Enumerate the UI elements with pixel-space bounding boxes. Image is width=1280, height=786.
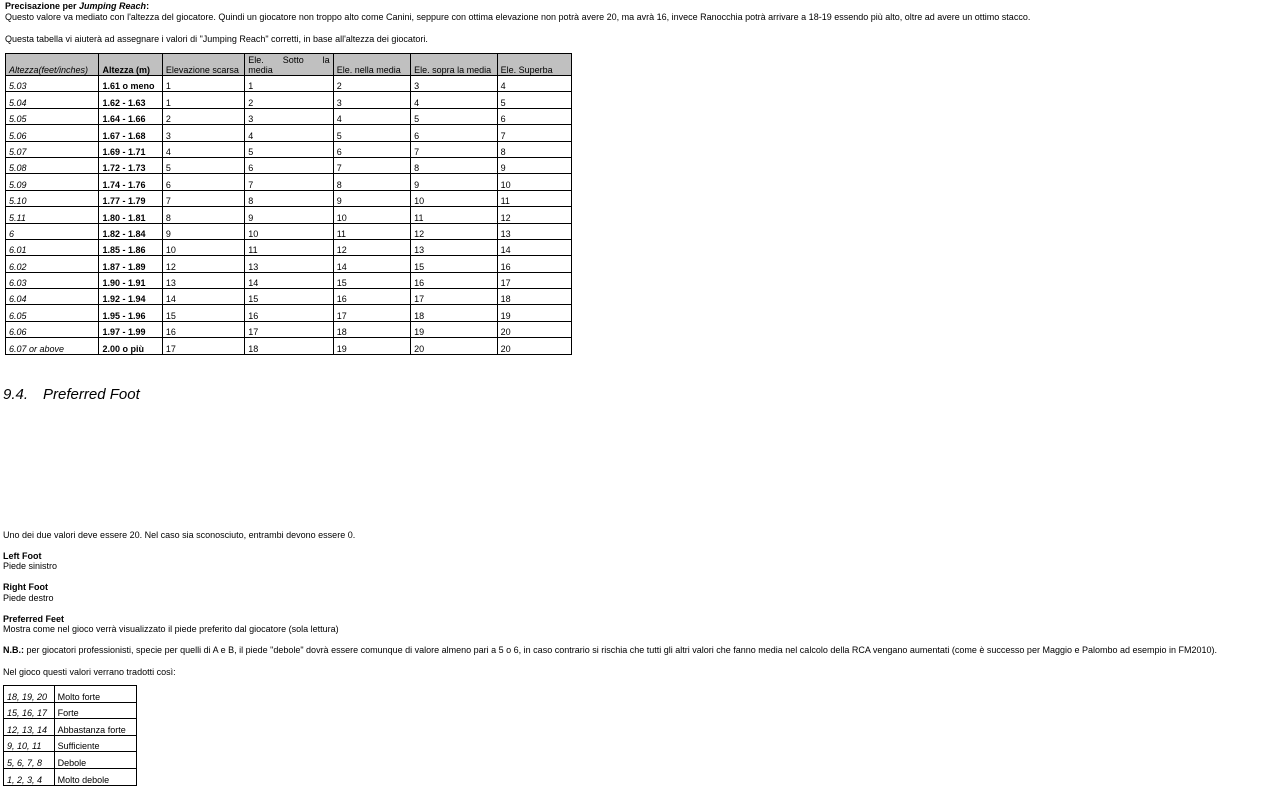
cell-nella: 3 <box>333 92 410 108</box>
cell-sotto: 17 <box>245 321 333 337</box>
cell-meters: 1.62 - 1.63 <box>99 92 162 108</box>
table-row <box>6 321 572 337</box>
cell-sotto: 9 <box>245 207 333 223</box>
cell-sotto: 13 <box>245 256 333 272</box>
table-row <box>6 207 572 223</box>
cell-sotto: 1 <box>245 76 333 92</box>
cell-meters: 1.97 - 1.99 <box>99 321 162 337</box>
cell-feet: 5.11 <box>6 207 99 223</box>
cell-scarsa: 1 <box>162 92 244 108</box>
cell-scarsa: 14 <box>162 289 244 305</box>
cell-sotto: 5 <box>245 141 333 157</box>
cell-sopra: 15 <box>411 256 497 272</box>
cell-sopra: 3 <box>411 76 497 92</box>
cell-sopra: 5 <box>411 108 497 124</box>
cell-feet: 6.06 <box>6 321 99 337</box>
cell-nella: 2 <box>333 76 410 92</box>
cell-nella: 10 <box>333 207 410 223</box>
table-row <box>6 272 572 288</box>
cell-feet: 6.05 <box>6 305 99 321</box>
cell-superba: 12 <box>497 207 571 223</box>
right-foot-desc: Piede destro <box>3 593 54 603</box>
header-superba: Ele. Superba <box>497 54 571 76</box>
jumping-reach-paragraph: Questo valore va mediato con l'altezza del giocatore. Quindi un giocatore non troppo alto come Canini, seppure con ottima elevazione non potrà avere 20, ma avrà 16, invece Ranocchia potrà arrivare a 18-19 essendo più alto, oltre ad avere un ottimo stacco. <box>5 12 1031 22</box>
cell-feet: 6.07 or above <box>6 338 99 354</box>
jumping-reach-title-suffix: : <box>146 1 150 11</box>
cell-meters: 1.77 - 1.79 <box>99 190 162 206</box>
table-row <box>6 125 572 141</box>
cell-sopra: 8 <box>411 157 497 173</box>
table-row <box>6 223 572 239</box>
cell-scarsa: 15 <box>162 305 244 321</box>
cell-scarsa: 4 <box>162 141 244 157</box>
height-table <box>5 53 572 355</box>
cell-nella: 11 <box>333 223 410 239</box>
header-sotto-word4: media <box>248 65 273 75</box>
cell-nella: 15 <box>333 272 410 288</box>
header-nella: Ele. nella media <box>333 54 410 76</box>
jumping-reach-title-em: Jumping Reach <box>79 1 147 11</box>
header-meters: Altezza (m) <box>99 54 162 76</box>
preferred-feet-title: Preferred Feet <box>3 614 65 624</box>
cell-meters: 1.67 - 1.68 <box>99 125 162 141</box>
cell-superba: 16 <box>497 256 571 272</box>
cell-superba: 13 <box>497 223 571 239</box>
cell-meters: 1.87 - 1.89 <box>99 256 162 272</box>
cell-sopra: 16 <box>411 272 497 288</box>
cell-feet: 5.08 <box>6 157 99 173</box>
cell-meters: 1.61 o meno <box>99 76 162 92</box>
table-row <box>4 686 137 703</box>
cell-sopra: 10 <box>411 190 497 206</box>
cell-superba: 18 <box>497 289 571 305</box>
cell-sopra: 9 <box>411 174 497 190</box>
cell-sotto: 14 <box>245 272 333 288</box>
cell-feet: 5.07 <box>6 141 99 157</box>
cell-meters: 1.80 - 1.81 <box>99 207 162 223</box>
cell-sotto: 16 <box>245 305 333 321</box>
nb-paragraph <box>3 645 1278 656</box>
cell-sopra: 12 <box>411 223 497 239</box>
table-row <box>4 752 137 769</box>
cell-values: 12, 13, 14 <box>4 719 55 736</box>
cell-sopra: 4 <box>411 92 497 108</box>
cell-superba: 9 <box>497 157 571 173</box>
cell-meters: 1.74 - 1.76 <box>99 174 162 190</box>
cell-meters: 2.00 o più <box>99 338 162 354</box>
cell-scarsa: 13 <box>162 272 244 288</box>
cell-meters: 1.72 - 1.73 <box>99 157 162 173</box>
cell-meters: 1.92 - 1.94 <box>99 289 162 305</box>
cell-values: 5, 6, 7, 8 <box>4 752 55 769</box>
preferred-feet-desc: Mostra come nel gioco verrà visualizzato il piede preferito dal giocatore (sola lettura) <box>3 624 339 634</box>
cell-superba: 17 <box>497 272 571 288</box>
cell-scarsa: 7 <box>162 190 244 206</box>
cell-rating: Molto forte <box>54 686 136 703</box>
cell-meters: 1.95 - 1.96 <box>99 305 162 321</box>
cell-scarsa: 8 <box>162 207 244 223</box>
preferred-foot-intro: Uno dei due valori deve essere 20. Nel caso sia sconosciuto, entrambi devono essere 0. <box>3 530 356 540</box>
cell-feet: 6.01 <box>6 239 99 255</box>
cell-nella: 12 <box>333 239 410 255</box>
table-row <box>6 305 572 321</box>
cell-sopra: 20 <box>411 338 497 354</box>
cell-superba: 20 <box>497 321 571 337</box>
cell-sopra: 18 <box>411 305 497 321</box>
cell-sotto: 7 <box>245 174 333 190</box>
cell-rating: Abbastanza forte <box>54 719 136 736</box>
cell-superba: 19 <box>497 305 571 321</box>
cell-superba: 7 <box>497 125 571 141</box>
cell-sotto: 15 <box>245 289 333 305</box>
cell-superba: 14 <box>497 239 571 255</box>
header-sotto-word1: Ele. <box>248 55 264 65</box>
jumping-reach-title <box>5 1 149 12</box>
section-heading <box>3 386 140 403</box>
cell-nella: 7 <box>333 157 410 173</box>
cell-superba: 10 <box>497 174 571 190</box>
table-row <box>6 289 572 305</box>
cell-superba: 4 <box>497 76 571 92</box>
cell-feet: 6.02 <box>6 256 99 272</box>
cell-superba: 8 <box>497 141 571 157</box>
cell-sotto: 2 <box>245 92 333 108</box>
table-row <box>4 702 137 719</box>
cell-rating: Forte <box>54 702 136 719</box>
table-row <box>6 190 572 206</box>
cell-sotto: 8 <box>245 190 333 206</box>
table-row <box>6 92 572 108</box>
section-number: 9.4. <box>3 386 29 403</box>
cell-scarsa: 5 <box>162 157 244 173</box>
cell-scarsa: 16 <box>162 321 244 337</box>
cell-feet: 6 <box>6 223 99 239</box>
foot-strength-table <box>3 685 137 786</box>
cell-meters: 1.69 - 1.71 <box>99 141 162 157</box>
cell-feet: 5.05 <box>6 108 99 124</box>
table-row <box>4 719 137 736</box>
cell-rating: Sufficiente <box>54 735 136 752</box>
cell-sotto: 3 <box>245 108 333 124</box>
cell-sopra: 19 <box>411 321 497 337</box>
cell-values: 1, 2, 3, 4 <box>4 768 55 785</box>
cell-feet: 5.03 <box>6 76 99 92</box>
cell-nella: 5 <box>333 125 410 141</box>
cell-feet: 5.04 <box>6 92 99 108</box>
table-row <box>4 768 137 785</box>
cell-sopra: 7 <box>411 141 497 157</box>
cell-rating: Debole <box>54 752 136 769</box>
cell-feet: 6.04 <box>6 289 99 305</box>
right-foot-title: Right Foot <box>3 582 48 592</box>
section-title: Preferred Foot <box>43 386 140 403</box>
cell-superba: 6 <box>497 108 571 124</box>
cell-sotto: 4 <box>245 125 333 141</box>
cell-sopra: 6 <box>411 125 497 141</box>
cell-meters: 1.82 - 1.84 <box>99 223 162 239</box>
cell-nella: 18 <box>333 321 410 337</box>
cell-feet: 5.09 <box>6 174 99 190</box>
header-sotto-word3: la <box>322 55 330 65</box>
nb-label: N.B.: <box>3 645 24 655</box>
cell-scarsa: 17 <box>162 338 244 354</box>
cell-sopra: 17 <box>411 289 497 305</box>
cell-nella: 9 <box>333 190 410 206</box>
cell-superba: 5 <box>497 92 571 108</box>
table-row <box>6 338 572 354</box>
cell-sopra: 11 <box>411 207 497 223</box>
left-foot-title: Left Foot <box>3 551 42 561</box>
cell-nella: 17 <box>333 305 410 321</box>
cell-superba: 20 <box>497 338 571 354</box>
cell-rating: Molto debole <box>54 768 136 785</box>
cell-feet: 5.06 <box>6 125 99 141</box>
cell-scarsa: 9 <box>162 223 244 239</box>
cell-values: 18, 19, 20 <box>4 686 55 703</box>
cell-nella: 14 <box>333 256 410 272</box>
header-sotto <box>245 54 333 76</box>
header-sopra: Ele. sopra la media <box>411 54 497 76</box>
table-row <box>6 157 572 173</box>
cell-values: 15, 16, 17 <box>4 702 55 719</box>
cell-sotto: 18 <box>245 338 333 354</box>
table-row <box>6 76 572 92</box>
height-table-header-row <box>6 54 572 76</box>
cell-sotto: 11 <box>245 239 333 255</box>
cell-sopra: 13 <box>411 239 497 255</box>
cell-nella: 8 <box>333 174 410 190</box>
cell-sotto: 6 <box>245 157 333 173</box>
cell-scarsa: 2 <box>162 108 244 124</box>
nb-text: per giocatori professionisti, specie per quelli di A e B, il piede "debole" dovrà essere comunque di valore almeno pari a 5 o 6, in caso contrario si rischia che tutti gli altri valori che fanno media nel calcolo della RCA vengano aumentati (come è successo per Maggio e Palombo ad esempio in FM2010). <box>24 645 1218 655</box>
table-row <box>6 174 572 190</box>
table-row <box>6 256 572 272</box>
cell-feet: 5.10 <box>6 190 99 206</box>
table-row <box>6 239 572 255</box>
cell-nella: 4 <box>333 108 410 124</box>
cell-values: 9, 10, 11 <box>4 735 55 752</box>
cell-scarsa: 12 <box>162 256 244 272</box>
cell-scarsa: 1 <box>162 76 244 92</box>
jumping-reach-title-prefix: Precisazione per <box>5 1 80 11</box>
translate-intro: Nel gioco questi valori verrano tradotti così: <box>3 667 176 677</box>
header-feet: Altezza(feet/inches) <box>6 54 99 76</box>
table-intro-paragraph: Questa tabella vi aiuterà ad assegnare i valori di "Jumping Reach" corretti, in base all'altezza dei giocatori. <box>5 34 428 44</box>
table-row <box>6 141 572 157</box>
cell-scarsa: 6 <box>162 174 244 190</box>
header-scarsa: Elevazione scarsa <box>162 54 244 76</box>
cell-scarsa: 3 <box>162 125 244 141</box>
cell-nella: 16 <box>333 289 410 305</box>
cell-superba: 11 <box>497 190 571 206</box>
cell-scarsa: 10 <box>162 239 244 255</box>
cell-feet: 6.03 <box>6 272 99 288</box>
cell-nella: 6 <box>333 141 410 157</box>
cell-meters: 1.90 - 1.91 <box>99 272 162 288</box>
table-row <box>6 108 572 124</box>
cell-meters: 1.85 - 1.86 <box>99 239 162 255</box>
cell-sotto: 10 <box>245 223 333 239</box>
left-foot-desc: Piede sinistro <box>3 561 58 571</box>
table-row <box>4 735 137 752</box>
header-sotto-word2: Sotto <box>282 55 304 65</box>
cell-meters: 1.64 - 1.66 <box>99 108 162 124</box>
cell-nella: 19 <box>333 338 410 354</box>
